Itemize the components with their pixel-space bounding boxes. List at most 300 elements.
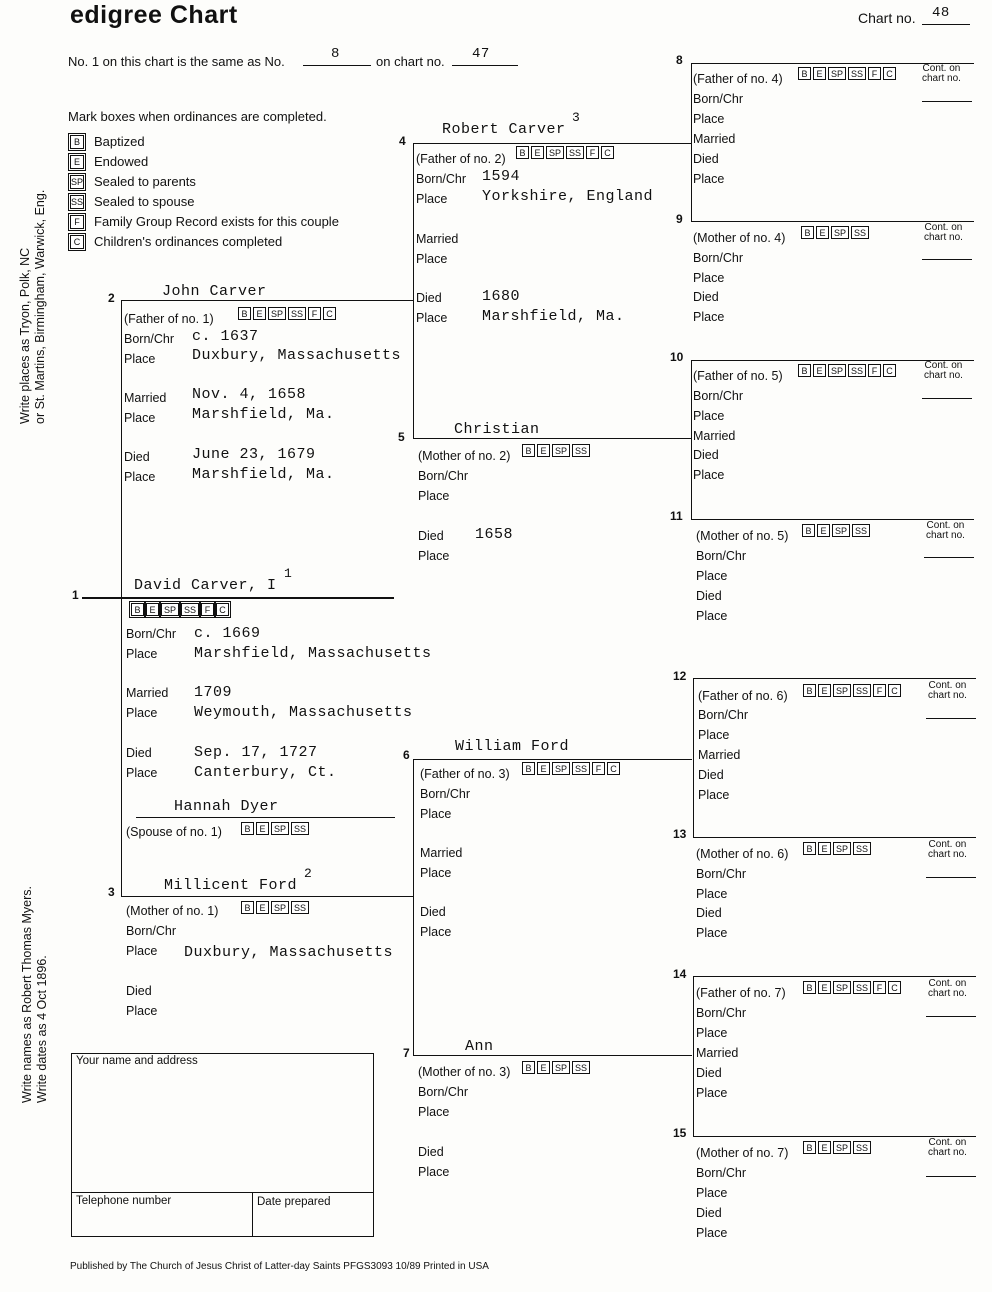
person-2-married-value[interactable]: Nov. 4, 1658	[192, 386, 307, 403]
same-as-number[interactable]: 8	[331, 46, 340, 62]
person-2-number: 2	[108, 291, 115, 305]
line-spouse	[136, 817, 395, 818]
person-2-born-place-label: Place	[124, 352, 156, 366]
cont-label: Cont. on	[922, 63, 961, 74]
name-address-field[interactable]: Your name and address	[76, 1055, 198, 1067]
ordinance-ss-box[interactable]: SS	[181, 603, 199, 616]
person-6-married-label: Married	[420, 846, 463, 860]
person-12-place-label: Place	[698, 728, 730, 742]
ordinance-c-box[interactable]: C	[888, 981, 901, 994]
person-8-cont	[922, 64, 961, 84]
person-14-number: 14	[673, 967, 687, 981]
person-1-died-place-label: Place	[126, 766, 158, 780]
person-9-role: (Mother of no. 4)	[693, 231, 786, 245]
ordinance-b-box[interactable]: B	[522, 444, 535, 457]
connector-gen4-d	[693, 976, 694, 1137]
person-15-number: 15	[673, 1126, 687, 1140]
person-10-place-label: Place	[693, 409, 725, 423]
person-10-cont	[924, 361, 963, 381]
person-3-born-label: Born/Chr	[126, 924, 177, 938]
person-3-died-label: Died	[126, 984, 152, 998]
ordinance-sp-box[interactable]: SP	[833, 1141, 851, 1154]
person-14-married-label: Married	[696, 1046, 739, 1060]
person-10-died-place-label: Place	[693, 468, 725, 482]
person-14-died-place-label: Place	[696, 1086, 728, 1100]
ordinance-sp-box[interactable]: SP	[833, 981, 851, 994]
date-prepared-field[interactable]: Date prepared	[257, 1196, 331, 1208]
legend-item-baptized	[70, 134, 145, 149]
person-12-role: (Father of no. 6)	[698, 689, 788, 703]
ordinance-sp-box[interactable]: SP	[161, 603, 179, 616]
person-7-role: (Mother of no. 3)	[418, 1065, 511, 1079]
ordinance-b-box[interactable]: B	[238, 307, 251, 320]
person-6-born-label: Born/Chr	[420, 787, 471, 801]
legend-heading: Mark boxes when ordinances are completed.	[68, 109, 327, 124]
cont-label-2: chart no.	[928, 988, 967, 999]
cont-label: Cont. on	[926, 520, 965, 531]
person-4-born-place-value[interactable]: Yorkshire, England	[482, 188, 654, 205]
ordinance-f-box[interactable]: F	[873, 684, 886, 697]
cont-label: Cont. on	[928, 1137, 967, 1148]
publisher-line: Published by The Church of Jesus Christ of Latter-day Saints PFGS3093 10/89 Printed in USA	[70, 1261, 489, 1272]
line-person-5	[413, 438, 692, 439]
person-2-married-label: Married	[124, 391, 167, 405]
person-4-name[interactable]: Robert Carver	[442, 121, 566, 138]
person-2-born-label: Born/Chr	[124, 332, 175, 346]
person-4-died-place-label: Place	[416, 311, 448, 325]
ordinance-e-box[interactable]: E	[146, 603, 159, 616]
legend-item-sealed-spouse	[70, 194, 194, 209]
ordinance-b-box[interactable]: B	[522, 762, 535, 775]
ordinance-e-box[interactable]: E	[253, 307, 266, 320]
person-11-born-label: Born/Chr	[696, 549, 747, 563]
ordinance-e-box[interactable]: E	[813, 364, 826, 377]
chart-no-underline	[922, 24, 970, 25]
person-8-number: 8	[676, 53, 683, 67]
ordinance-e-box[interactable]: E	[818, 842, 831, 855]
submitter-box	[71, 1053, 374, 1237]
ordinance-sp-box[interactable]: SP	[831, 226, 849, 239]
connector-gen4-b	[691, 360, 692, 520]
ordinance-c-box[interactable]: C	[601, 146, 614, 159]
cont-label-2: chart no.	[924, 370, 963, 381]
ordinance-ss-box[interactable]: SS	[848, 364, 866, 377]
person-12-cont-line[interactable]	[926, 718, 976, 719]
person-2-died-place-value[interactable]: Marshfield, Ma.	[192, 466, 335, 483]
person-13-died-label: Died	[696, 906, 722, 920]
person-4-died-label: Died	[416, 291, 442, 305]
person-15-place-label: Place	[696, 1186, 728, 1200]
person-2-born-place-value[interactable]: Duxbury, Massachusetts	[192, 347, 402, 364]
person-15-born-label: Born/Chr	[696, 1166, 747, 1180]
legend-code: SP	[71, 176, 84, 187]
cont-label: Cont. on	[924, 360, 963, 371]
ordinance-e-box[interactable]: E	[813, 67, 826, 80]
person-13-number: 13	[673, 827, 687, 841]
names-instruction-line1: Write names as Robert Thomas Myers.	[20, 886, 34, 1103]
person-9-place-label: Place	[693, 271, 725, 285]
person-6-born-place-label: Place	[420, 807, 452, 821]
legend-text: Family Group Record exists for this couple	[94, 214, 339, 229]
person-2-died-place-label: Place	[124, 470, 156, 484]
person-3-name[interactable]: Millicent Ford	[164, 877, 298, 894]
person-15-cont	[928, 1138, 967, 1158]
person-8-married-label: Married	[693, 132, 736, 146]
person-13-cont-line[interactable]	[926, 877, 976, 878]
person-2-died-label: Died	[124, 450, 150, 464]
person-2-born-value[interactable]: c. 1637	[192, 328, 259, 345]
legend-text: Endowed	[94, 154, 149, 169]
submitter-vertical-divider	[252, 1192, 253, 1237]
person-11-ordinances	[802, 524, 870, 537]
person-9-died-place-label: Place	[693, 310, 725, 324]
person-5-name[interactable]: Christian	[454, 421, 540, 438]
cont-label-2: chart no.	[922, 73, 961, 84]
person-3-ordinances	[241, 901, 309, 914]
ordinance-ss-box[interactable]: SS	[851, 226, 869, 239]
chart-no-label: Chart no.	[858, 10, 916, 26]
ordinance-b-box[interactable]: B	[803, 1141, 816, 1154]
ordinance-sp-box[interactable]: SP	[833, 842, 851, 855]
person-9-ordinances	[801, 226, 869, 239]
person-6-role: (Father of no. 3)	[420, 767, 510, 781]
ordinance-sp-box[interactable]: SP	[546, 146, 564, 159]
person-5-born-label: Born/Chr	[418, 469, 469, 483]
person-4-married-label: Married	[416, 232, 459, 246]
person-4-born-label: Born/Chr	[416, 172, 467, 186]
person-11-died-place-label: Place	[696, 609, 728, 623]
line-person-1	[82, 597, 394, 599]
ordinance-sp-box[interactable]: SP	[828, 67, 846, 80]
person-2-died-value[interactable]: June 23, 1679	[192, 446, 316, 463]
ordinance-b-box[interactable]: B	[522, 1061, 535, 1074]
person-11-number: 11	[670, 509, 683, 523]
person-4-born-place-label: Place	[416, 192, 448, 206]
person-5-born-place-label: Place	[418, 489, 450, 503]
ordinance-b-box[interactable]: B	[803, 842, 816, 855]
person-1-name[interactable]: David Carver, I	[134, 577, 277, 594]
ordinance-e-box[interactable]: E	[537, 1061, 550, 1074]
ordinance-sp-box[interactable]: SP	[832, 524, 850, 537]
person-4-died-value[interactable]: 1680	[482, 288, 521, 305]
person-7-ordinances	[522, 1061, 590, 1074]
person-4-ref: 3	[572, 110, 580, 125]
person-10-married-label: Married	[693, 429, 736, 443]
person-8-died-label: Died	[693, 152, 719, 166]
person-15-died-label: Died	[696, 1206, 722, 1220]
person-5-died-place-label: Place	[418, 549, 450, 563]
legend-code: C	[70, 235, 84, 249]
person-1-died-value[interactable]: Sep. 17, 1727	[194, 744, 318, 761]
person-5-number: 5	[398, 430, 405, 444]
person-12-married-label: Married	[698, 748, 741, 762]
legend-item-family-group	[70, 214, 339, 229]
person-11-cont-line[interactable]	[924, 557, 974, 558]
person-5-role: (Mother of no. 2)	[418, 449, 511, 463]
ordinance-ss-box[interactable]: SS	[566, 146, 584, 159]
ordinance-e-box[interactable]: E	[818, 684, 831, 697]
on-chart-underline	[452, 65, 518, 66]
legend-code: SS	[71, 196, 84, 207]
ordinance-ss-box[interactable]: SS	[852, 524, 870, 537]
person-7-name[interactable]: Ann	[465, 1038, 494, 1055]
line-person-14	[693, 976, 976, 977]
cont-label: Cont. on	[928, 680, 967, 691]
person-13-ordinances	[803, 842, 871, 855]
person-7-born-place-label: Place	[418, 1105, 450, 1119]
ordinance-e-box[interactable]: E	[818, 981, 831, 994]
person-1-born-label: Born/Chr	[126, 627, 177, 641]
ordinance-ss-box[interactable]: SS	[572, 762, 590, 775]
person-15-ordinances	[803, 1141, 871, 1154]
connector-gen3-top	[413, 143, 414, 439]
person-5-died-value[interactable]: 1658	[475, 526, 514, 543]
cont-label-2: chart no.	[928, 849, 967, 860]
line-person-4	[413, 143, 692, 144]
ordinance-b-box[interactable]: B	[131, 603, 144, 616]
ordinance-e-box[interactable]: E	[818, 1141, 831, 1154]
ordinance-ss-box[interactable]: SS	[288, 307, 306, 320]
cont-label: Cont. on	[928, 839, 967, 850]
cont-label-2: chart no.	[928, 690, 967, 701]
ordinance-b-box[interactable]: B	[803, 981, 816, 994]
connector-gen2	[121, 300, 122, 897]
person-1-born-value[interactable]: c. 1669	[194, 625, 261, 642]
spouse-ordinances	[241, 822, 309, 835]
ordinance-f-box[interactable]: F	[586, 146, 599, 159]
ordinance-f-box[interactable]: F	[201, 603, 214, 616]
ordinance-b-box[interactable]: B	[803, 684, 816, 697]
person-2-married-place-label: Place	[124, 411, 156, 425]
ordinance-c-box[interactable]: C	[216, 603, 229, 616]
person-6-number: 6	[403, 748, 410, 762]
submitter-divider	[71, 1192, 374, 1193]
ordinance-ss-box[interactable]: SS	[853, 1141, 871, 1154]
line-person-6	[413, 759, 692, 760]
ordinance-c-box[interactable]: C	[883, 364, 896, 377]
legend-code: B	[70, 135, 84, 149]
person-1-born-place-value[interactable]: Marshfield, Massachusetts	[194, 645, 432, 662]
person-1-married-label: Married	[126, 686, 169, 700]
legend-code: E	[70, 155, 84, 169]
ordinance-sp-box[interactable]: SP	[271, 901, 289, 914]
person-13-role: (Mother of no. 6)	[696, 847, 789, 861]
person-10-role: (Father of no. 5)	[693, 369, 783, 383]
ordinance-e-box[interactable]: E	[817, 524, 830, 537]
person-10-cont-line[interactable]	[922, 398, 972, 399]
person-14-died-label: Died	[696, 1066, 722, 1080]
ordinance-e-box[interactable]: E	[256, 822, 269, 835]
chart-no-value[interactable]: 48	[932, 5, 950, 21]
ordinance-b-box[interactable]: B	[802, 524, 815, 537]
legend-item-children	[70, 234, 282, 249]
person-4-ordinances	[516, 146, 614, 159]
ordinance-ss-box[interactable]: SS	[291, 901, 309, 914]
same-as-prefix: No. 1 on this chart is the same as No.	[68, 54, 285, 69]
person-1-died-label: Died	[126, 746, 152, 760]
ordinance-c-box[interactable]: C	[883, 67, 896, 80]
ordinance-b-box[interactable]: B	[801, 226, 814, 239]
person-6-ordinances	[522, 762, 620, 775]
ordinance-f-box[interactable]: F	[308, 307, 321, 320]
person-11-place-label: Place	[696, 569, 728, 583]
ordinance-f-box[interactable]: F	[868, 67, 881, 80]
person-7-died-label: Died	[418, 1145, 444, 1159]
legend-item-endowed	[70, 154, 148, 169]
ordinance-b-box[interactable]: B	[798, 67, 811, 80]
person-8-died-place-label: Place	[693, 172, 725, 186]
person-1-ref: 1	[284, 566, 292, 581]
ordinance-f-box[interactable]: F	[868, 364, 881, 377]
ordinance-b-box[interactable]: B	[798, 364, 811, 377]
person-11-died-label: Died	[696, 589, 722, 603]
person-8-cont-line[interactable]	[922, 101, 972, 102]
person-5-ordinances	[522, 444, 590, 457]
person-1-married-value[interactable]: 1709	[194, 684, 233, 701]
person-1-married-place-label: Place	[126, 706, 158, 720]
ordinance-ss-box[interactable]: SS	[572, 1061, 590, 1074]
spouse-name[interactable]: Hannah Dyer	[174, 798, 279, 815]
legend-item-sealed-parents	[70, 174, 196, 189]
ordinance-e-box[interactable]: E	[537, 762, 550, 775]
person-9-died-label: Died	[693, 290, 719, 304]
line-person-13	[693, 837, 976, 838]
person-14-place-label: Place	[696, 1026, 728, 1040]
person-4-born-value[interactable]: 1594	[482, 168, 521, 185]
names-instruction	[20, 886, 50, 1103]
ordinance-e-box[interactable]: E	[531, 146, 544, 159]
ordinance-sp-box[interactable]: SP	[552, 1061, 570, 1074]
ordinance-e-box[interactable]: E	[816, 226, 829, 239]
person-12-cont	[928, 681, 967, 701]
person-1-born-place-label: Place	[126, 647, 158, 661]
person-3-number: 3	[108, 885, 115, 899]
person-12-died-place-label: Place	[698, 788, 730, 802]
person-13-died-place-label: Place	[696, 926, 728, 940]
legend-text: Sealed to spouse	[94, 194, 195, 209]
ordinance-b-box[interactable]: B	[241, 901, 254, 914]
ordinance-sp-box[interactable]: SP	[271, 822, 289, 835]
person-4-number: 4	[399, 134, 406, 148]
person-12-number: 12	[673, 669, 687, 683]
ordinance-c-box[interactable]: C	[323, 307, 336, 320]
person-3-died-place-label: Place	[126, 1004, 158, 1018]
person-3-role: (Mother of no. 1)	[126, 904, 219, 918]
person-15-role: (Mother of no. 7)	[696, 1146, 789, 1160]
ordinance-sp-box[interactable]: SP	[268, 307, 286, 320]
person-13-place-label: Place	[696, 887, 728, 901]
person-1-married-place-value[interactable]: Weymouth, Massachusetts	[194, 704, 413, 721]
same-as-underline	[303, 65, 371, 66]
person-6-died-place-label: Place	[420, 925, 452, 939]
person-14-role: (Father of no. 7)	[696, 986, 786, 1000]
person-2-name[interactable]: John Carver	[162, 283, 267, 300]
person-1-ordinances	[131, 603, 229, 616]
ordinance-c-box[interactable]: C	[607, 762, 620, 775]
person-13-cont	[928, 840, 967, 860]
ordinance-sp-box[interactable]: SP	[833, 684, 851, 697]
person-11-role: (Mother of no. 5)	[696, 529, 789, 543]
person-13-born-label: Born/Chr	[696, 867, 747, 881]
line-person-3	[121, 896, 414, 897]
ordinance-e-box[interactable]: E	[256, 901, 269, 914]
person-2-ordinances	[238, 307, 336, 320]
person-3-ref: 2	[304, 866, 312, 881]
ordinance-ss-box[interactable]: SS	[853, 842, 871, 855]
person-10-born-label: Born/Chr	[693, 389, 744, 403]
person-6-died-label: Died	[420, 905, 446, 919]
on-chart-label: on chart no.	[376, 54, 445, 69]
person-14-cont-line[interactable]	[926, 1016, 976, 1017]
ordinance-f-box[interactable]: F	[592, 762, 605, 775]
ordinance-e-box[interactable]: E	[537, 444, 550, 457]
person-8-role: (Father of no. 4)	[693, 72, 783, 86]
person-15-cont-line[interactable]	[926, 1176, 976, 1177]
person-10-died-label: Died	[693, 448, 719, 462]
person-1-number: 1	[72, 588, 79, 602]
person-4-role: (Father of no. 2)	[416, 152, 506, 166]
legend-code: F	[70, 215, 84, 229]
telephone-field[interactable]: Telephone number	[76, 1195, 172, 1207]
ordinance-c-box[interactable]: C	[888, 684, 901, 697]
ordinance-ss-box[interactable]: SS	[853, 684, 871, 697]
ordinance-sp-box[interactable]: SP	[828, 364, 846, 377]
person-9-cont-line[interactable]	[922, 259, 972, 260]
names-instruction-line2: Write dates as 4 Oct 1896.	[35, 955, 49, 1103]
person-9-cont	[924, 223, 963, 243]
legend-text: Sealed to parents	[94, 174, 196, 189]
legend-text: Baptized	[94, 134, 145, 149]
person-8-place-label: Place	[693, 112, 725, 126]
ordinance-sp-box[interactable]: SP	[552, 762, 570, 775]
ordinance-b-box[interactable]: B	[516, 146, 529, 159]
spouse-role: (Spouse of no. 1)	[126, 825, 222, 839]
places-instruction-line2: or St. Martins, Birmingham, Warwick, Eng.	[33, 189, 47, 424]
person-3-born-place-value[interactable]: Duxbury, Massachusetts	[184, 944, 394, 961]
legend-text: Children's ordinances completed	[94, 234, 283, 249]
person-6-name[interactable]: William Ford	[455, 738, 570, 755]
person-14-cont	[928, 979, 967, 999]
cont-label-2: chart no.	[926, 530, 965, 541]
person-3-born-place-label: Place	[126, 944, 158, 958]
person-2-married-place-value[interactable]: Marshfield, Ma.	[192, 406, 335, 423]
ordinance-ss-box[interactable]: SS	[848, 67, 866, 80]
person-14-ordinances	[803, 981, 901, 994]
ordinance-sp-box[interactable]: SP	[552, 444, 570, 457]
person-7-born-label: Born/Chr	[418, 1085, 469, 1099]
places-instruction-line1: Write places as Tryon, Polk, NC	[18, 247, 32, 424]
person-1-died-place-value[interactable]: Canterbury, Ct.	[194, 764, 337, 781]
person-14-born-label: Born/Chr	[696, 1006, 747, 1020]
places-instruction	[18, 190, 48, 424]
ordinance-ss-box[interactable]: SS	[291, 822, 309, 835]
person-7-number: 7	[403, 1046, 410, 1060]
line-person-7	[413, 1055, 692, 1056]
person-7-died-place-label: Place	[418, 1165, 450, 1179]
on-chart-number[interactable]: 47	[472, 46, 490, 62]
cont-label-2: chart no.	[924, 232, 963, 243]
ordinance-ss-box[interactable]: SS	[853, 981, 871, 994]
person-9-number: 9	[676, 212, 683, 226]
person-9-born-label: Born/Chr	[693, 251, 744, 265]
connector-gen4-a	[691, 63, 692, 222]
ordinance-ss-box[interactable]: SS	[572, 444, 590, 457]
person-6-married-place-label: Place	[420, 866, 452, 880]
ordinance-f-box[interactable]: F	[873, 981, 886, 994]
connector-gen3-bottom	[413, 759, 414, 1056]
person-4-died-place-value[interactable]: Marshfield, Ma.	[482, 308, 625, 325]
ordinance-b-box[interactable]: B	[241, 822, 254, 835]
